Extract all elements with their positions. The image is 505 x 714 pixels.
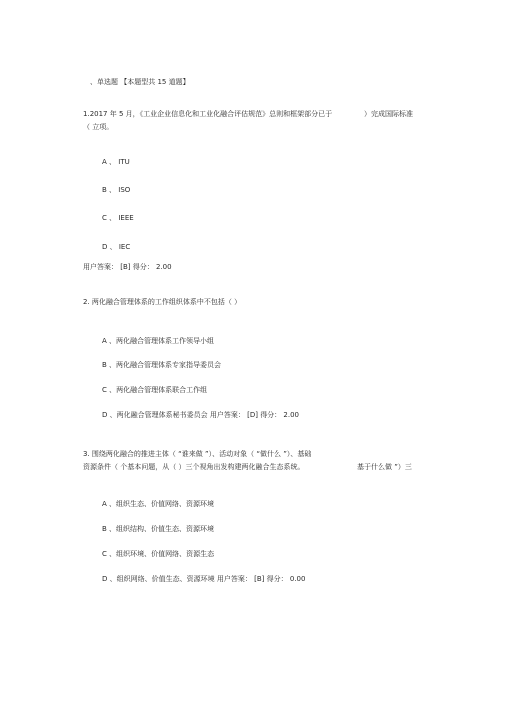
question-3-stem — [83, 450, 311, 459]
question-1-option-a[interactable]: A 、 ITU — [102, 158, 130, 166]
answer-value: [D] — [247, 411, 258, 419]
score-value: 0.00 — [289, 575, 306, 583]
question-1-stem — [83, 110, 332, 119]
question-1-option-d[interactable]: D 、 IEC — [102, 243, 131, 251]
question-2-option-d[interactable]: D 、两化融合管理体系秘书委员会 用户答案： [D] 得分： 2.00 — [102, 411, 300, 419]
question-2-stem — [83, 298, 241, 307]
question-1-option-c[interactable]: C 、 IEEE — [102, 214, 134, 222]
question-number: 1. — [83, 110, 90, 118]
question-number: 2. — [83, 298, 90, 306]
question-1-stem-line2: （ 立项。 — [83, 123, 114, 131]
question-3-option-b[interactable]: B 、组织结构、价值生态、资源环境 — [102, 525, 215, 533]
question-stem-text: 2017 年 5 月，《工业企业信息化和工业化融合评估规范》总则和框架部分已于 — [89, 110, 333, 118]
question-3-option-d[interactable]: D 、组织网络、价值生态、资源环境 用户答案： [B] 得分： 0.00 — [102, 575, 306, 583]
answer-value: [B] — [120, 263, 131, 271]
question-3-user-answer: 用户答案： [B] 得分： 0.00 — [216, 575, 306, 583]
question-3-stem-line2: 资源条件（ 个基本问题，从（ ）三个视角出发构建两化融合生态系统。 — [83, 463, 305, 471]
question-stem-text: 围绕两化融合的推进主体（ “谁来做 ”）、活动对象（ “做什么 ”）、基础 — [91, 450, 312, 458]
question-2-option-b[interactable]: B 、两化融合管理体系专家指导委员会 — [102, 361, 222, 369]
question-2-user-answer: 用户答案： [D] 得分： 2.00 — [209, 411, 300, 419]
score-value: 2.00 — [283, 411, 300, 419]
question-1-user-answer: 用户答案： [B] 得分： 2.00 — [83, 263, 172, 271]
question-number: 3. — [83, 450, 90, 458]
question-2-option-c[interactable]: C 、两化融合管理体系联合工作组 — [102, 386, 208, 394]
answer-value: [B] — [254, 575, 265, 583]
question-2-option-a[interactable]: A 、两化融合管理体系工作领导小组 — [102, 337, 215, 345]
question-3-stem-right: 基于什么做 ”）三 — [357, 463, 412, 471]
question-3-option-c[interactable]: C 、组织环境、价值网络、资源生态 — [102, 550, 215, 558]
score-value: 2.00 — [155, 263, 172, 271]
question-3-option-a[interactable]: A 、组织生态、价值网络、资源环境 — [102, 500, 215, 508]
question-1-stem-right: ）完成国际标准 — [364, 110, 413, 118]
question-1-option-b[interactable]: B 、 ISO — [102, 186, 131, 194]
question-stem-text: 两化融合管理体系的工作组织体系中不包括（ ） — [91, 298, 242, 306]
section-header: 、单选题 【本题型共 15 道题】 — [90, 78, 190, 86]
